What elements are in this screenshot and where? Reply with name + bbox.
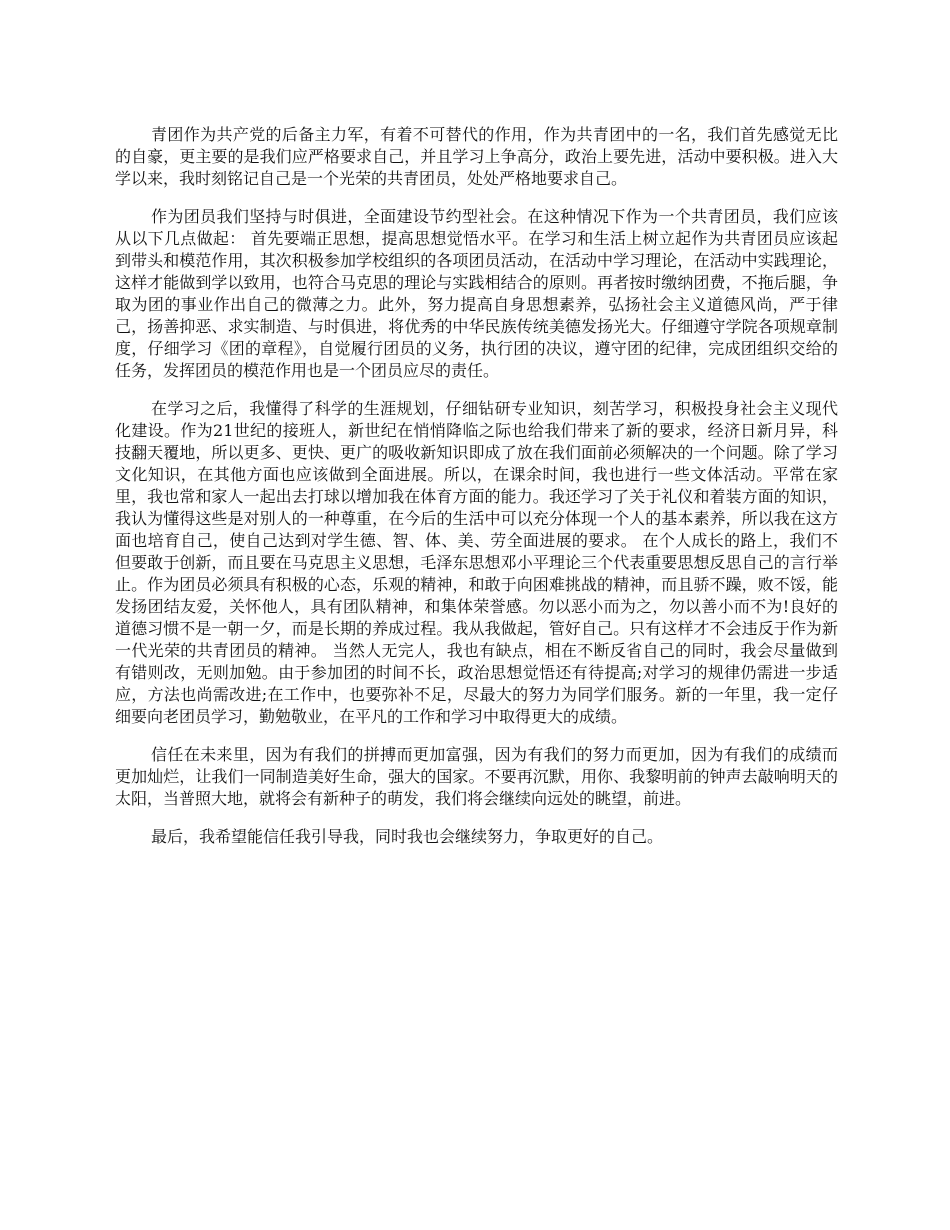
paragraph-2: 作为团员我们坚持与时俱进，全面建设节约型社会。在这种情况下作为一个共青团员，我们应该从以下几点做起： 首先要端正思想，提高思想觉悟水平。在学习和生活上树立起作为共青团员应该起到带头和模范作用，其次积极参加学校组织的各项团员活动，在活动中学习理论，在活动中实践理论，这样才能做到学以致用，也符合马克思的理论与实践相结合的原则。再者按时缴纳团费，不拖后腿，争取为团的事业作出自己的微薄之力。此外，努力提高自身思想素养，弘扬社会主义道德风尚，严于律己，扬善抑恶、求实制造、与时俱进，将优秀的中华民族传统美德发扬光大。仔细遵守学院各项规章制度，仔细学习《团的章程》，自觉履行团员的义务，执行团的决议，遵守团的纪律，完成团组织交给的任务，发挥团员的模范作用也是一个团员应尽的责任。 — [115, 207, 838, 380]
paragraph-4: 信任在未来里，因为有我们的拼搏而更加富强，因为有我们的努力而更加，因为有我们的成绩而更加灿烂，让我们一同制造美好生命，强大的国家。不要再沉默，用你、我黎明前的钟声去敲响明天的太阳，当普照大地，就将会有新种子的萌发，我们将会继续向远处的眺望，前进。 — [115, 745, 838, 808]
document-body — [115, 124, 838, 864]
paragraph-1: 青团作为共产党的后备主力军，有着不可替代的作用，作为共青团中的一名，我们首先感觉无比的自豪，更主要的是我们应严格要求自己，并且学习上争高分，政治上要先进，活动中要积极。进入大学以来，我时刻铭记自己是一个光荣的共青团员，处处严格地要求自己。 — [115, 125, 838, 188]
paragraph-3: 在学习之后，我懂得了科学的生涯规划，仔细钻研专业知识，刻苦学习，积极投身社会主义现代化建设。作为21世纪的接班人，新世纪在悄悄降临之际也给我们带来了新的要求，经济日新月异，科技翻天覆地，所以更多、更快、更广的吸收新知识即成了放在我们面前必须解决的一个问题。除了学习文化知识，在其他方面也应该做到全面进展。所以，在课余时间，我也进行一些文体活动。平常在家里，我也常和家人一起出去打球以增加我在体育方面的能力。我还学习了关于礼仪和着装方面的知识，我认为懂得这些是对别人的一种尊重，在今后的生活中可以充分体现一个人的基本素养，所以我在这方面也培育自己，使自己达到对学生德、智、体、美、劳全面进展的要求。 在个人成长的路上，我们不但要敢于创新，而且要在马克思主义思想，毛泽东思想邓小平理论三个代表重要思想反思自己的言行举止。作为团员必须具有积极的心态，乐观的精神，和敢于向困难挑战的精神，而且骄不躁，败不馁，能发扬团结友爱，关怀他人，具有团队精神，和集体荣誉感。勿以恶小而为之，勿以善小而不为!良好的道德习惯不是一朝一夕，而是长期的养成过程。我从我做起，管好自己。只有这样才不会违反于作为新一代光荣的共青团员的精神。 当然人无完人，我也有缺点，相在不断反省自己的同时，我会尽量做到有错则改，无则加勉。由于参加团的时间不长，政治思想觉悟还有待提高;对学习的规律仍需进一步适应，方法也尚需改进;在工作中，也要弥补不足，尽最大的努力为同学们服务。新的一年里，我一定仔细要向老团员学习，勤勉敬业，在平凡的工作和学习中取得更大的成绩。 — [115, 399, 838, 726]
paragraph-5: 最后，我希望能信任我引导我，同时我也会继续努力，争取更好的自己。 — [151, 827, 664, 846]
